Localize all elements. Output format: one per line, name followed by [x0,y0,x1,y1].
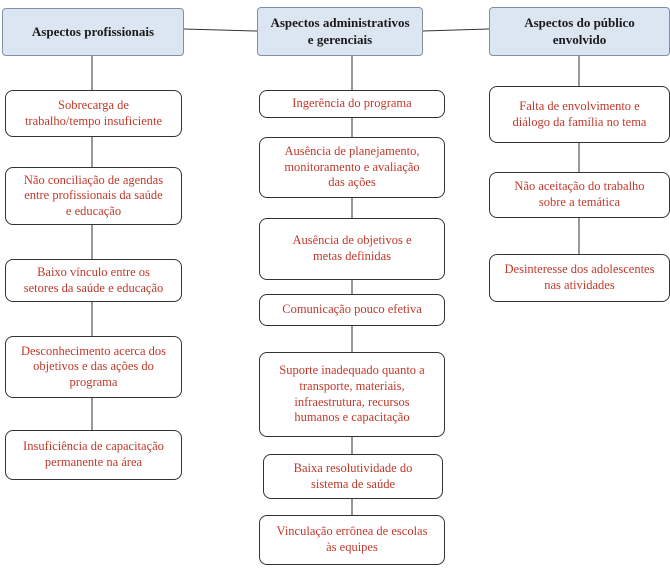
item-suporte-inadequado: Suporte inadequado quanto a transporte, materiais, infraestrutura, recursos humanos e capacitação [259,352,445,437]
item-nao-conciliacao-agendas: Não conciliação de agendas entre profissionais da saúde e educação [5,167,182,225]
item-ingerencia-programa: Ingerência do programa [259,90,445,118]
item-sobrecarga-trabalho: Sobrecarga de trabalho/tempo insuficiente [5,90,182,137]
item-ausencia-objetivos-metas: Ausência de objetivos e metas definidas [259,218,445,280]
item-baixa-resolutividade: Baixa resolutividade do sistema de saúde [263,454,443,499]
header-aspectos-profissionais: Aspectos profissionais [2,8,184,56]
header-aspectos-publico: Aspectos do público envolvido [489,7,670,56]
item-falta-envolvimento-familia: Falta de envolvimento e diálogo da família no tema [489,86,670,143]
item-ausencia-planejamento: Ausência de planejamento, monitoramento e avaliação das ações [259,137,445,198]
header-aspectos-administrativos: Aspectos administrativos e gerenciais [257,7,423,56]
item-nao-aceitacao-trabalho: Não aceitação do trabalho sobre a temática [489,172,670,218]
item-desconhecimento-objetivos: Desconhecimento acerca dos objetivos e das ações do programa [5,336,182,398]
item-vinculacao-erronea-escolas: Vinculação errônea de escolas às equipes [259,515,445,565]
item-desinteresse-adolescentes: Desinteresse dos adolescentes nas atividades [489,254,670,302]
item-baixo-vinculo-setores: Baixo vínculo entre os setores da saúde e educação [5,259,182,302]
item-insuficiencia-capacitacao: Insuficiência de capacitação permanente na área [5,430,182,480]
item-comunicacao-pouco-efetiva: Comunicação pouco efetiva [259,294,445,326]
